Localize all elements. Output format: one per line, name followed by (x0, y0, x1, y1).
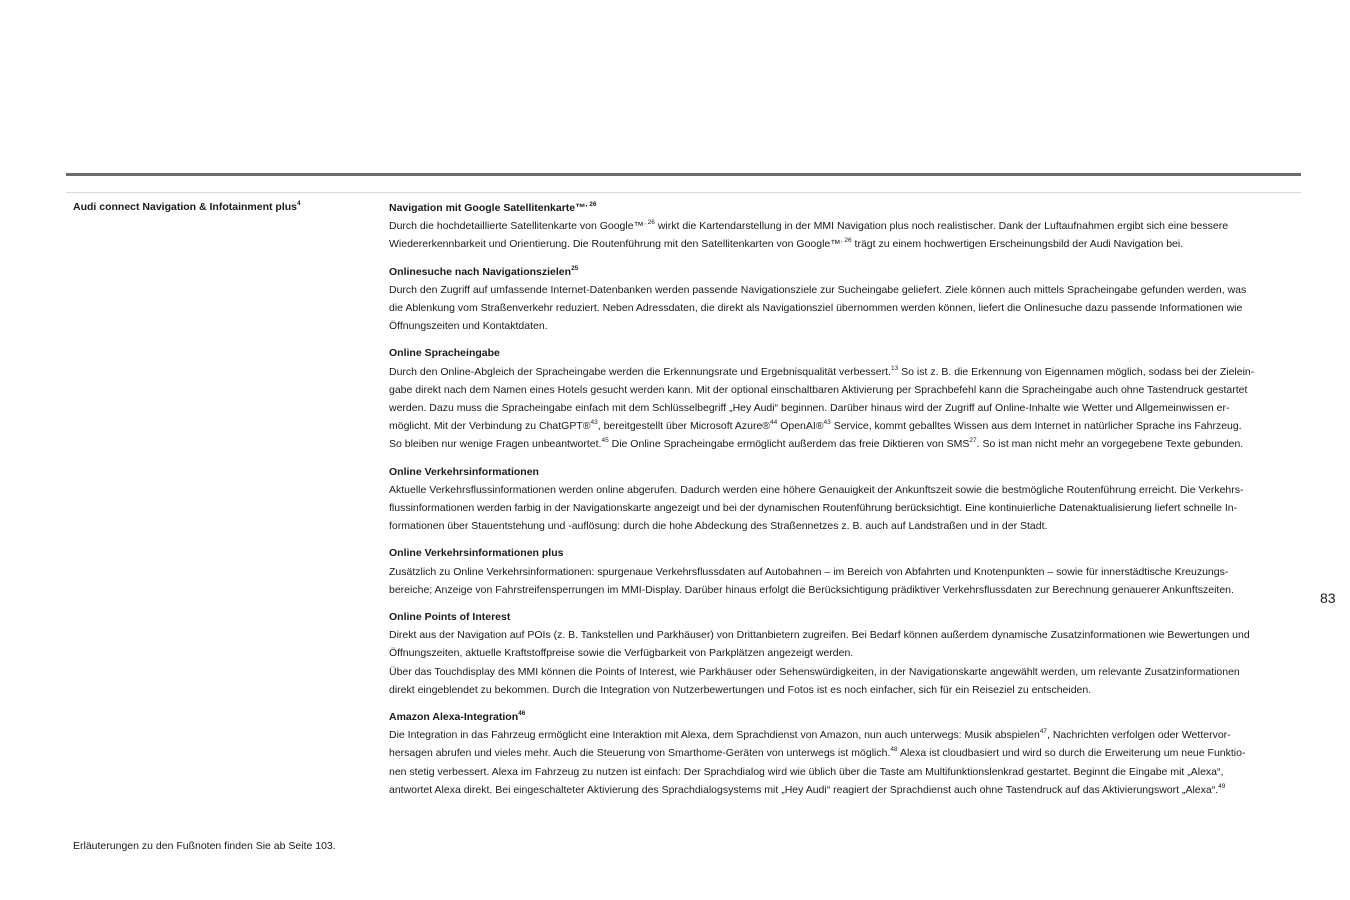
section-title: Navigation mit Google Satellitenkarte™$^{, 26}$ (389, 201, 597, 214)
section-body: Durch die hochdetaillierte Satellitenkarte von Google™$^{, 26}$ wirkt die Kartendarstellung in der MMI Navigation plus noch realistischer. Dank der Luftaufnahmen ergibt sich eine bessere Wiedererkennbarkeit und Orientierung. Die Routenführung mit den Satellitenkarten von Google™$^{, 26}$ trägt zu einem hochwertigen Erscheinungsbild der Audi Navigation bei. (389, 219, 1229, 251)
section-body: Zusätzlich zu Online Verkehrsinformationen: spurgenaue Verkehrsflussdaten auf Autobahnen – im Bereich von Abfahrten und Knotenpunkten – sowie für innerstädtische Kreuzungs- bereiche; Anzeige von Fahrstreifensperrungen im MMI-Display. Darüber hinaus erfolgt die Berücksichtigung prädiktiver Verkehrsflussdaten zur Berechnung genauerer Ankunftszeiten. (389, 565, 1234, 596)
section-title: Amazon Alexa-Integration$^{46}$ (389, 710, 526, 724)
section-title: Online Verkehrsinformationen (389, 465, 539, 478)
feature-section (389, 463, 1294, 536)
top-divider (66, 173, 1301, 176)
feature-section (389, 544, 1294, 599)
feature-section (389, 263, 1294, 336)
section-body: Direkt aus der Navigation auf POIs (z. B. Tankstellen und Parkhäuser) von Drittanbietern zugreifen. Bei Bedarf können außerdem dynamische Zusatzinformationen wie Bewertungen und Öffnungszeiten, aktuelle Kraftstoffpreise sowie die Verfügbarkeit von Parkplätzen angezeigt werden. Über das Touchdisplay des MMI können die Points of Interest, wie Parkhäuser oder Sehenswürdigkeiten, in der Navigationskarte angewählt werden, um relevante Zusatzinformationen direkt eingeblendet zu bekommen. Durch die Integration von Nutzerbewertungen und Fotos ist es noch einfacher, sich für ein Reiseziel zu entscheiden. (389, 629, 1250, 696)
feature-descriptions (389, 199, 1294, 808)
feature-section (389, 608, 1294, 699)
section-body: Aktuelle Verkehrsflussinformationen werden online abgerufen. Dadurch werden eine höhere Genauigkeit der Ankunftszeit sowie die bestmögliche Routenführung erreicht. Die Verkehrs- flussinformationen werden farbig in der Navigationskarte angezeigt und bei der dynamischen Routenführung berücksichtigt. Eine kontinuierliche Datenaktualisierung liefert schnelle In- formationen über Stauentstehung und -auflösung: durch die hohe Abdeckung des Straßennetzes z. B. auch auf Landstraßen und in der Stadt. (389, 483, 1244, 533)
row-label: Audi connect Navigation & Infotainment plus$^4$ (73, 200, 301, 213)
footnote-reference: Erläuterungen zu den Fußnoten finden Sie ab Seite 103. (73, 840, 336, 852)
section-title: Onlinesuche nach Navigationszielen$^{25}$ (389, 264, 579, 278)
section-body: Durch den Zugriff auf umfassende Internet-Datenbanken werden passende Navigationsziele zur Sucheingabe geliefert. Ziele können auch mittels Spracheingabe gefunden werden, was die Ablenkung vom Straßenverkehr reduziert. Neben Adressdaten, die direkt als Navigationsziel übernommen werden können, liefert die Onlinesuche dazu passende Informationen wie Öffnungszeiten und Kontaktdaten. (389, 283, 1247, 333)
feature-section (389, 708, 1294, 799)
page-number: 83 (1320, 590, 1336, 606)
feature-section (389, 199, 1294, 254)
section-body: Durch den Online-Abgleich der Spracheingabe werden die Erkennungsrate und Ergebnisqualität verbessert.$^{13}$ So ist z. B. die Erkennung von Eigennamen möglich, sodass bei der Zielein- gabe direkt nach dem Namen eines Hotels gesucht werden kann. Mit der optional einschaltbaren Aktivierung per Sprachbefehl kann die Spracheingabe auch ohne Tastendruck gestartet werden. Dazu muss die Spracheingabe einfach mit dem Schlüsselbegriff „Hey Audi“ beginnen. Darüber hinaus wird der Zugriff auf Online-Inhalte wie Wetter und Allgemeinwissen er- möglicht. Mit der Verbindung zu ChatGPT®$^{43}$, bereitgestellt über Microsoft Azure®$^{44}$ OpenAI®$^{43}$ Service, kommt geballtes Wissen aus dem Internet in natürlicher Sprache ins Fahrzeug. So bleiben nur wenige Fragen unbeantwortet.$^{45}$ Die Online Spracheingabe ermöglicht außerdem das freie Diktieren von SMS$^{27}$. So ist man nicht mehr an vorgegebene Texte gebunden. (389, 364, 1255, 451)
section-title: Online Spracheingabe (389, 347, 500, 360)
section-title: Online Verkehrsinformationen plus (389, 547, 564, 560)
feature-section (389, 344, 1294, 453)
table-divider (66, 192, 1301, 193)
section-title: Online Points of Interest (389, 611, 511, 624)
section-body: Die Integration in das Fahrzeug ermöglicht eine Interaktion mit Alexa, dem Sprachdienst von Amazon, nun auch unterwegs: Musik abspielen$^{47}$, Nachrichten verfolgen oder Wettervor- hersagen abrufen und vieles mehr. Auch die Steuerung von Smarthome-Geräten von unterwegs ist möglich.$^{48}$ Alexa ist cloudbasiert und wird so durch die Erweiterung um neue Funktio- nen stetig verbessert. Alexa im Fahrzeug zu nutzen ist einfach: Der Sprachdialog wird wie üblich über die Taste am Multifunktionslenkrad gestartet. Beginnt die Eingabe mit „Alexa“, antwortet Alexa direkt. Bei eingeschalteter Aktivierung des Sprachdialogsystems mit „Hey Audi“ reagiert der Sprachdienst auch ohne Tastendruck auf das Aktivierungswort „Alexa“.$^{49}$ (389, 728, 1246, 796)
